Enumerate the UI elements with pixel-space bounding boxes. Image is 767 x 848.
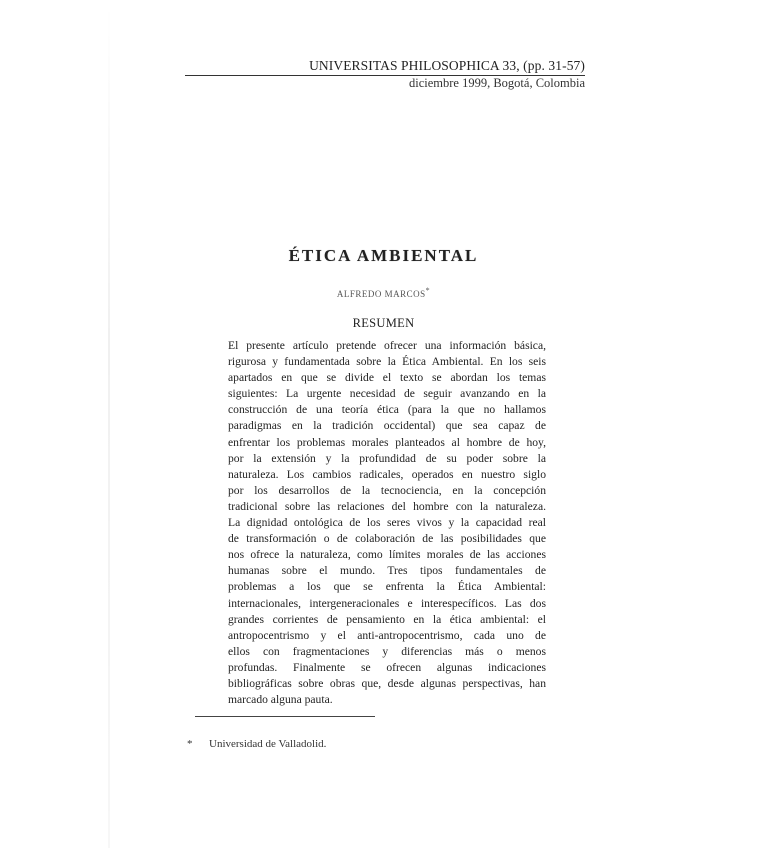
abstract-line: enfrentar los problemas morales planteados al hombre de hoy, bbox=[228, 435, 546, 449]
publication-date-place: diciembre 1999, Bogotá, Colombia bbox=[408, 76, 585, 90]
footnote-mark: * bbox=[187, 738, 193, 750]
article-title: ÉTICA AMBIENTAL bbox=[288, 246, 479, 265]
author-name: ALFREDO MARCOS bbox=[336, 289, 426, 299]
abstract-line: de transformación o de colaboración de las posibilidades que bbox=[228, 532, 546, 546]
page-edge-shadow bbox=[108, 0, 110, 848]
journal-citation: UNIVERSITAS PHILOSOPHICA 33, (pp. 31-57) bbox=[309, 58, 585, 73]
abstract-line: tradicional sobre las relaciones del hombre con la naturaleza. bbox=[228, 499, 546, 513]
abstract-line: rigurosa y fundamentada sobre la Ética Ambiental. En los seis bbox=[228, 355, 546, 369]
abstract-line: construcción de una teoría ética (para la que no hallamos bbox=[228, 403, 546, 417]
author-footnote-mark: * bbox=[425, 286, 431, 295]
abstract-line: La dignidad ontológica de los seres vivos y la capacidad real bbox=[228, 516, 546, 530]
abstract-line: problemas a los que se enfrenta la Ética Ambiental: bbox=[228, 580, 546, 594]
abstract-line: bibliográficas sobre obras que, desde algunas perspectivas, han bbox=[228, 676, 546, 690]
abstract-line: paradigmas en la tradición occidental) que sea capaz de bbox=[228, 419, 546, 433]
article-author bbox=[0, 286, 767, 299]
abstract-line: marcado alguna pauta. bbox=[228, 693, 333, 707]
footnote-rule bbox=[195, 716, 375, 717]
abstract-heading: RESUMEN bbox=[352, 316, 415, 330]
abstract-line: El presente artículo pretende ofrecer una información básica, bbox=[228, 339, 546, 352]
abstract-line: apartados en que se divide el texto se abordan los temas bbox=[228, 371, 546, 385]
abstract-line: grandes corrientes de pensamiento en la ética ambiental: el bbox=[228, 612, 546, 626]
abstract-line: por la extensión y la profundidad de su poder sobre la bbox=[228, 451, 546, 465]
abstract-line: naturaleza. Los cambios radicales, operados en nuestro siglo bbox=[228, 467, 546, 481]
abstract-line: antropocentrismo y el anti-antropocentrismo, cada uno de bbox=[228, 628, 546, 642]
abstract-text bbox=[228, 338, 546, 708]
abstract-line: humanas sobre el mundo. Tres tipos fundamentales de bbox=[228, 564, 546, 578]
footnote bbox=[187, 738, 326, 750]
abstract-line: ellos con fragmentaciones y diferencias más o menos bbox=[228, 644, 546, 658]
footnote-text: Universidad de Valladolid. bbox=[209, 738, 327, 750]
abstract-line: profundas. Finalmente se ofrecen algunas indicaciones bbox=[228, 660, 546, 674]
abstract-line: nos ofrece la naturaleza, como límites morales de las acciones bbox=[228, 548, 546, 562]
abstract-line: siguientes: La urgente necesidad de seguir avanzando en la bbox=[228, 387, 546, 401]
abstract-line: internacionales, intergeneracionales e interespecíficos. Las dos bbox=[228, 596, 546, 610]
abstract-line: por los desarrollos de la tecnociencia, en la concepción bbox=[228, 483, 546, 497]
